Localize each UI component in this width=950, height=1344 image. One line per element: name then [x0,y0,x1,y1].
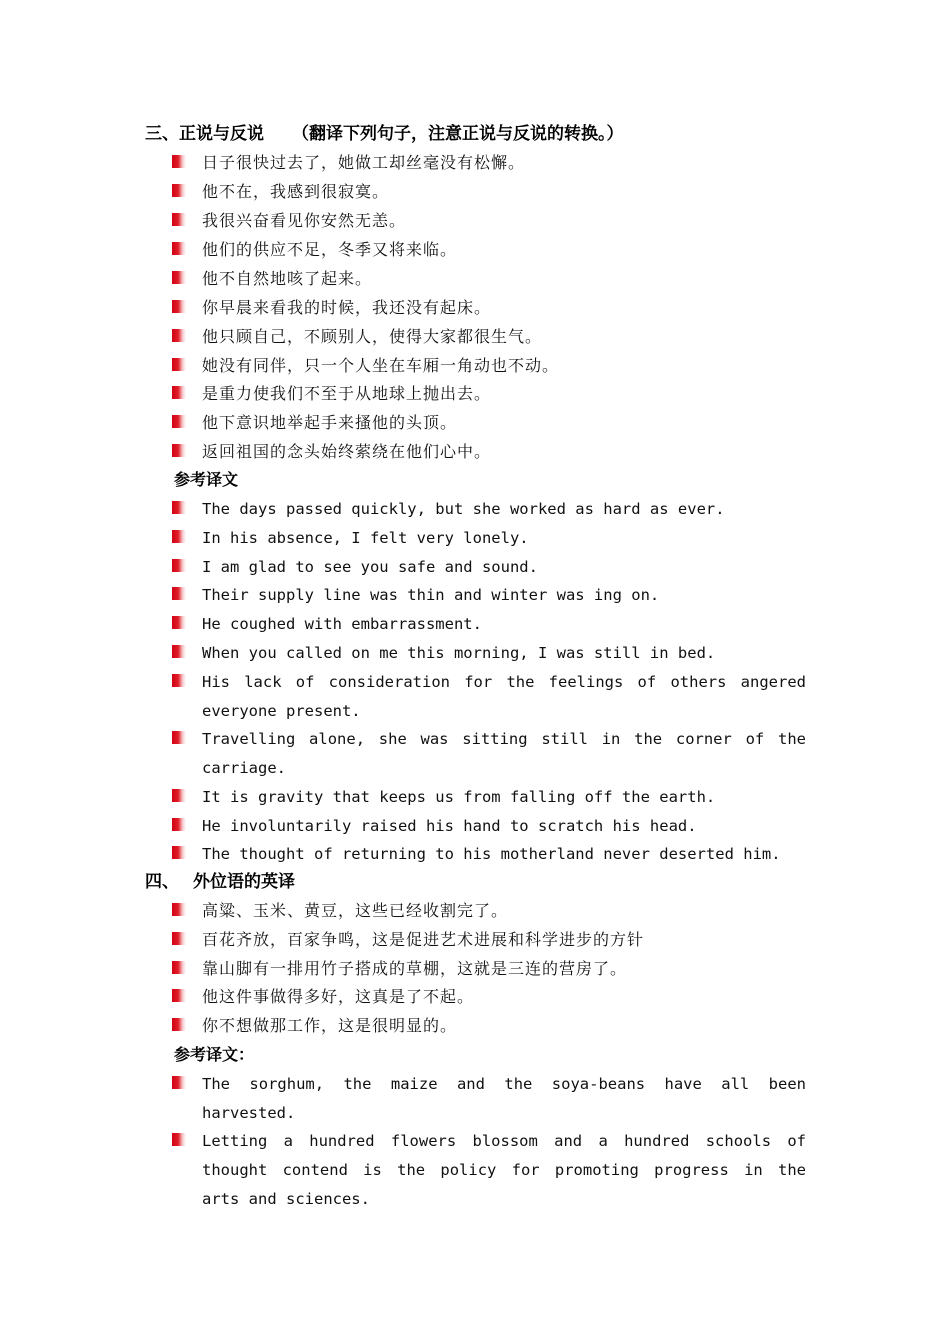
chinese-sentence: 是重力使我们不至于从地球上抛出去。 [202,384,492,403]
reference-label: 参考译文 [174,470,239,489]
section-4-number: 四、 [145,872,179,892]
section-4-heading [145,870,295,894]
bullet-icon [172,213,186,226]
bullet-icon [172,415,186,428]
bullet-icon [172,846,186,859]
bullet-icon [172,184,186,197]
section-4-title: 外位语的英译 [193,872,295,892]
bullet-icon [172,155,186,168]
chinese-sentence: 你不想做那工作，这是很明显的。 [202,1016,458,1035]
list-item [0,1127,950,1156]
bullet-icon [172,645,186,658]
list-item [0,812,950,841]
bullet-icon [172,530,186,543]
section-3-heading [145,122,624,146]
bullet-icon [172,903,186,916]
bullet-icon [172,932,186,945]
section-3-title: 正说与反说 [179,124,264,144]
chinese-sentence: 我很兴奋看见你安然无恙。 [202,211,407,230]
english-sentence-line: His lack of consideration for the feelings of others angered [202,673,806,691]
chinese-sentence: 百花齐放，百家争鸣，这是促进艺术进展和科学进步的方针 [202,930,645,949]
list-item-continuation [0,697,950,726]
list-item [0,581,950,610]
list-item [0,236,950,265]
english-sentence-line: Travelling alone, she was sitting still in the corner of the [202,730,806,748]
bullet-icon [172,1076,186,1089]
list-item [0,265,950,294]
bullet-icon [172,559,186,572]
chinese-sentence: 他只顾自己，不顾别人，使得大家都很生气。 [202,327,543,346]
chinese-sentence: 日子很快过去了，她做工却丝毫没有松懈。 [202,153,526,172]
english-sentence-line: Letting a hundred flowers blossom and a hundred schools of [202,1132,806,1150]
bullet-icon [172,444,186,457]
bullet-icon [172,818,186,831]
chinese-sentence: 他不在，我感到很寂寞。 [202,182,390,201]
english-sentence: The days passed quickly, but she worked as hard as ever. [202,500,725,518]
chinese-sentence: 你早晨来看我的时候，我还没有起床。 [202,298,492,317]
list-item-continuation [0,1185,950,1214]
list-item [0,323,950,352]
section-3-number: 三、 [145,124,179,144]
list-item-continuation [0,754,950,783]
bullet-icon [172,674,186,687]
bullet-icon [172,961,186,974]
list-item [0,380,950,409]
list-item [0,409,950,438]
list-item [0,1070,950,1099]
list-item [0,178,950,207]
list-item [0,149,950,178]
english-sentence: When you called on me this morning, I was still in bed. [202,644,716,662]
list-item [0,438,950,467]
english-sentence: He coughed with embarrassment. [202,615,482,633]
list-item [0,840,950,869]
bullet-icon [172,587,186,600]
bullet-icon [172,242,186,255]
chinese-sentence: 靠山脚有一排用竹子搭成的草棚，这就是三连的营房了。 [202,959,628,978]
chinese-sentence: 她没有同伴，只一个人坐在车厢一角动也不动。 [202,356,560,375]
chinese-sentence: 返回祖国的念头始终萦绕在他们心中。 [202,442,492,461]
list-item [0,639,950,668]
list-item [0,725,950,754]
english-sentence: He involuntarily raised his hand to scratch his head. [202,817,697,835]
english-sentence-line: thought contend is the policy for promoting progress in the [202,1161,806,1179]
bullet-icon [172,1133,186,1146]
list-item [0,553,950,582]
list-item [0,610,950,639]
english-sentence: It is gravity that keeps us from falling off the earth. [202,788,716,806]
bullet-icon [172,358,186,371]
chinese-sentence: 他们的供应不足，冬季又将来临。 [202,240,458,259]
english-sentence: Their supply line was thin and winter was ing on. [202,586,660,604]
chinese-sentence: 他不自然地咳了起来。 [202,269,373,288]
section-3-instruction: （翻译下列句子，注意正说与反说的转换。） [292,124,624,144]
chinese-sentence: 他这件事做得多好，这真是了不起。 [202,987,475,1006]
list-item [0,983,950,1012]
english-sentence: The thought of returning to his motherland never deserted him. [202,845,781,863]
list-item [0,294,950,323]
chinese-sentence: 高粱、玉米、黄豆，这些已经收割完了。 [202,901,509,920]
english-sentence-line: harvested. [202,1104,296,1122]
reference-label-row [0,1041,950,1070]
english-sentence-line: carriage. [202,759,286,777]
list-item [0,926,950,955]
list-item [0,524,950,553]
bullet-icon [172,1018,186,1031]
english-sentence-line: arts and sciences. [202,1190,370,1208]
bullet-icon [172,271,186,284]
english-sentence-line: everyone present. [202,702,361,720]
english-sentence-line: The sorghum, the maize and the soya-beans have all been [202,1075,806,1093]
section-4-heading-row [0,868,950,897]
bullet-icon [172,501,186,514]
list-item [0,1012,950,1041]
english-sentence: I am glad to see you safe and sound. [202,558,538,576]
section-3-heading-row [0,120,950,149]
list-item [0,668,950,697]
bullet-icon [172,300,186,313]
bullet-icon [172,989,186,1002]
list-item-continuation [0,1156,950,1185]
list-item [0,207,950,236]
list-item [0,897,950,926]
list-item [0,495,950,524]
list-item [0,783,950,812]
bullet-icon [172,789,186,802]
reference-label: 参考译文： [174,1045,255,1064]
bullet-icon [172,616,186,629]
list-item [0,955,950,984]
bullet-icon [172,731,186,744]
list-item [0,352,950,381]
bullet-icon [172,386,186,399]
list-item-continuation [0,1099,950,1128]
chinese-sentence: 他下意识地举起手来搔他的头顶。 [202,413,458,432]
english-sentence: In his absence, I felt very lonely. [202,529,529,547]
bullet-icon [172,329,186,342]
reference-label-row [0,466,950,495]
